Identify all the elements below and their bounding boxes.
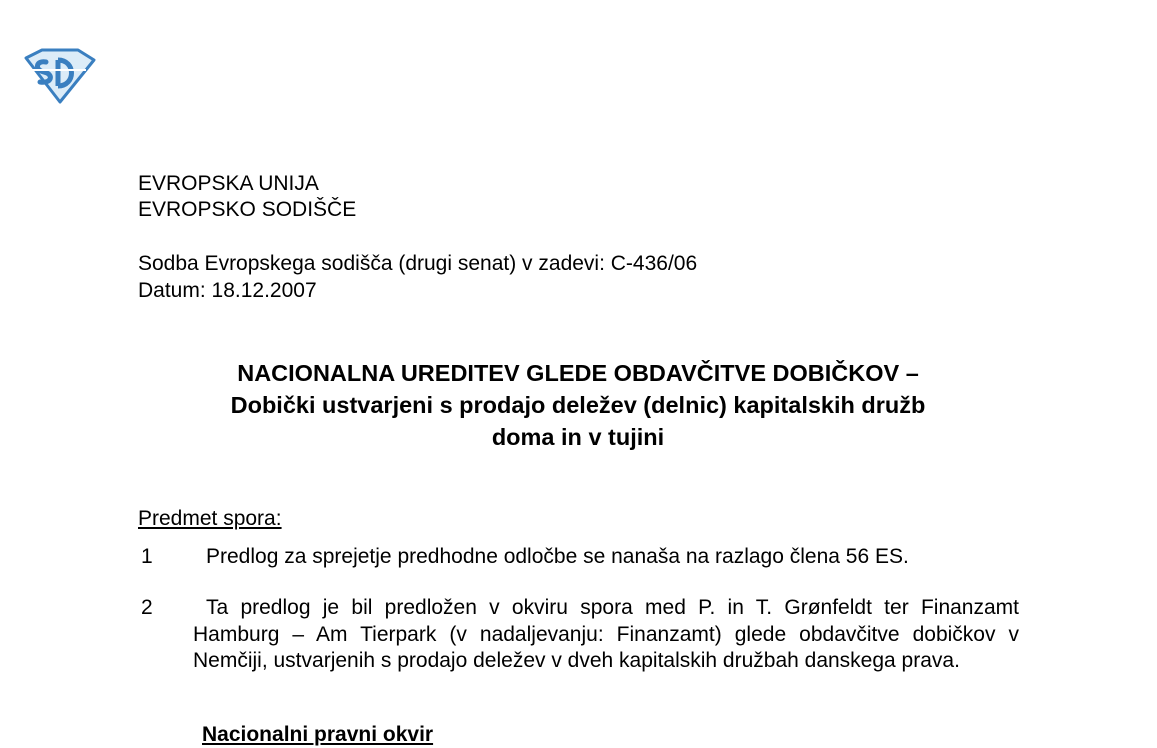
case-date: Datum: 18.12.2007 xyxy=(138,279,317,302)
sd-shield-logo-icon xyxy=(22,48,96,104)
title-line-2: Dobički ustvarjeni s prodajo deležev (delnic) kapitalskih družb xyxy=(230,392,926,418)
paragraph-1-text: Predlog za sprejetje predhodne odločbe se nanaša na razlago člena 56 ES. xyxy=(206,545,909,568)
paragraph-number-2: 2 xyxy=(141,596,153,619)
section-heading: Nacionalni pravni okvir xyxy=(202,723,434,746)
case-reference: Sodba Evropskega sodišča (drugi senat) v zadevi: C-436/06 xyxy=(138,252,698,275)
paragraph-2-text: Ta predlog je bil predložen v okviru spora med P. in T. Grønfeldt ter Finanzamt Hamburg – Am Tierpark (v nadaljevanju: Finanzamt) glede obdavčitve dobičkov v Nemčiji, ustvarjenih s prodajo deležev v dveh kapitalskih družbah danskega prava. xyxy=(193,596,1019,673)
paragraph-1 xyxy=(193,544,1019,571)
title-line-1: NACIONALNA UREDITEV GLEDE OBDAVČITVE DOBIČKOV – xyxy=(237,360,919,386)
paragraph-number-1: 1 xyxy=(141,545,153,568)
sd-logo xyxy=(22,48,96,104)
header-court: EVROPSKO SODIŠČE xyxy=(138,198,357,221)
subject-heading: Predmet spora: xyxy=(138,507,282,530)
title-line-3: doma in v tujini xyxy=(491,424,665,450)
header-union: EVROPSKA UNIJA xyxy=(138,172,319,195)
paragraph-2 xyxy=(193,595,1019,675)
document-title xyxy=(138,357,1018,453)
